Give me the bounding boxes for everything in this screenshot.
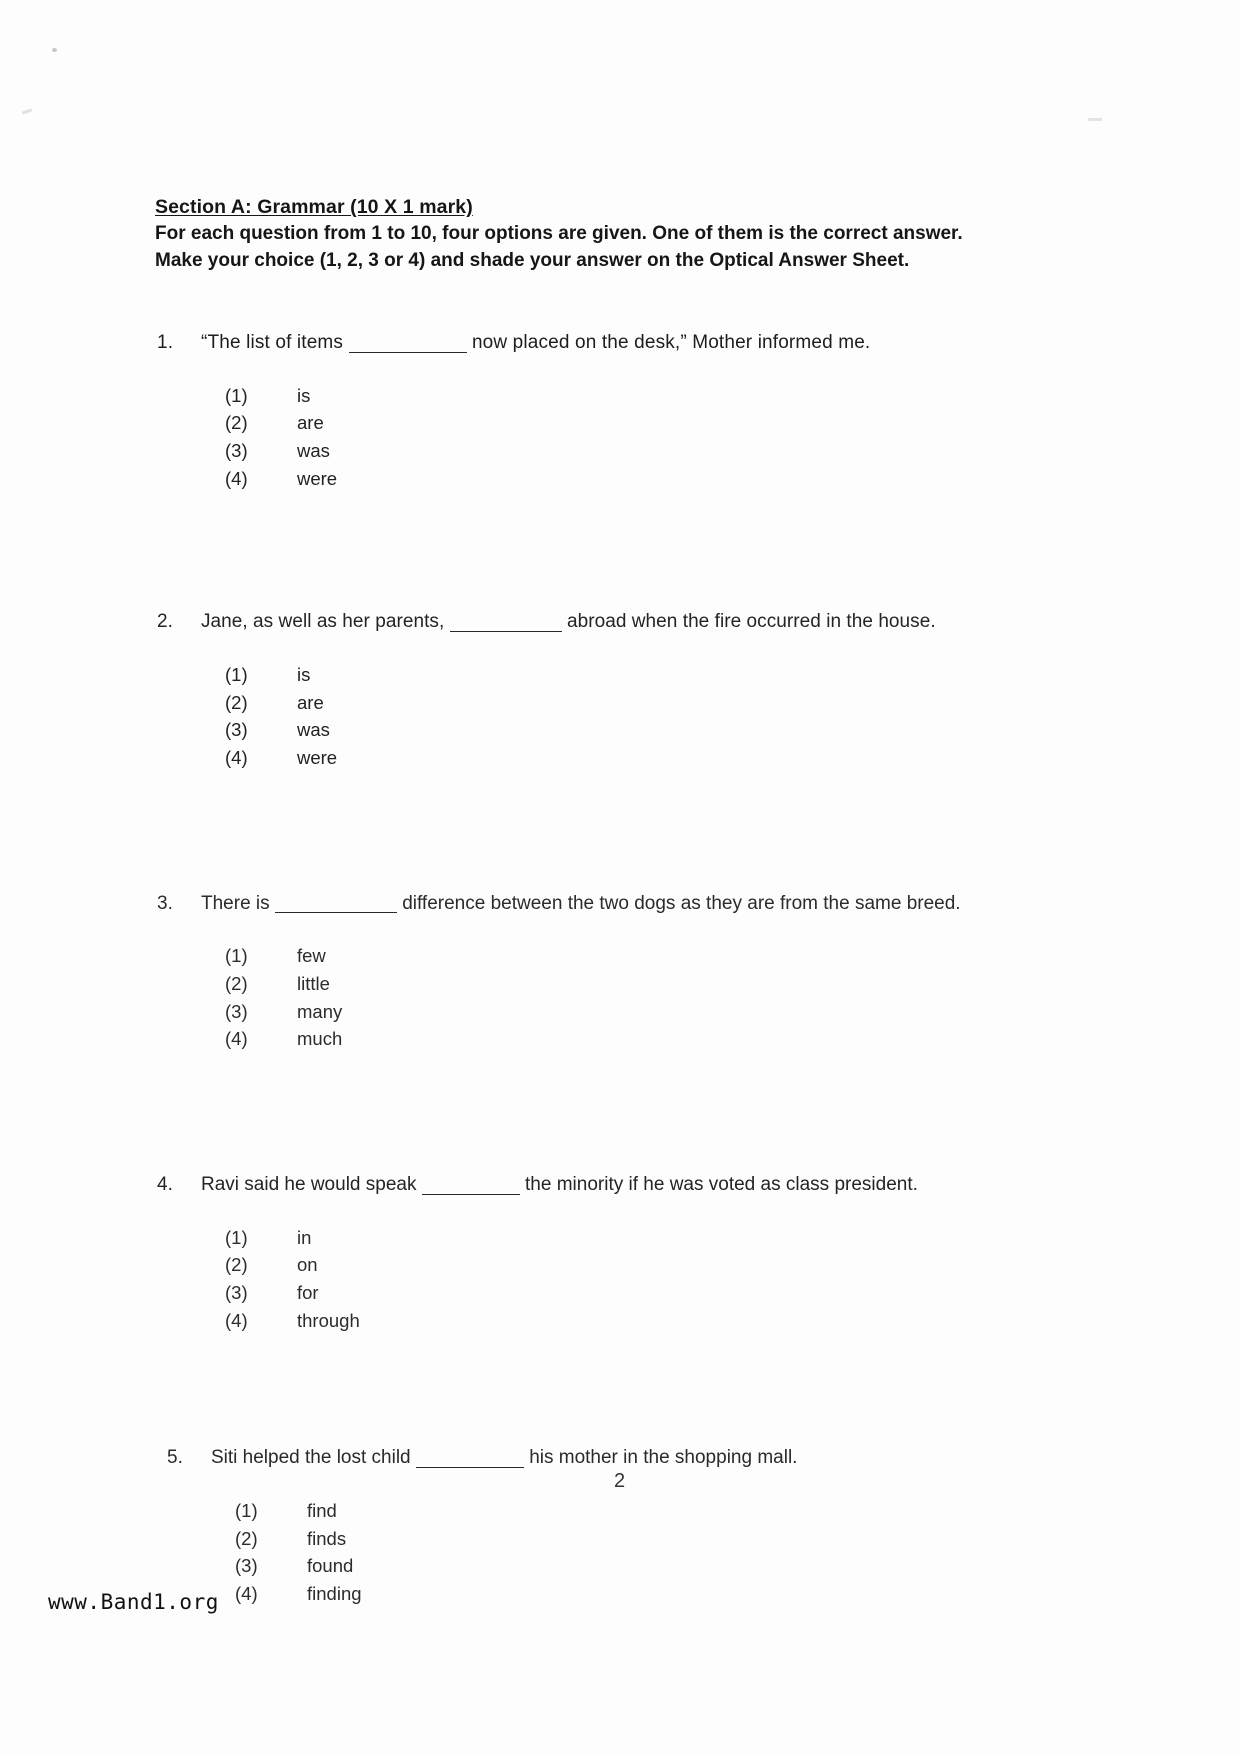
option-label: find (307, 1499, 337, 1521)
option-label: many (297, 1000, 343, 1022)
question-item (155, 608, 1095, 769)
option-label: was (297, 439, 330, 461)
option-number: (2) (225, 691, 248, 713)
option-row[interactable] (225, 691, 1095, 715)
instructions-line-2: Make your choice (1, 2, 3 or 4) and shade your answer on the Optical Answer Sheet. (155, 249, 910, 271)
option-list (225, 663, 1095, 770)
option-number: (1) (225, 1226, 248, 1248)
option-number: (3) (225, 719, 248, 741)
answer-blank (349, 326, 467, 353)
question-text-after-blank: difference between the two dogs as they are from the same breed. (402, 892, 961, 914)
question-number: 5. (167, 1447, 183, 1469)
option-label: were (297, 746, 338, 768)
page-number: 2 (613, 1470, 626, 1492)
section-heading-text: Section A: Grammar (10 X 1 mark) (155, 196, 473, 218)
question-text-before-blank: “The list of items (201, 331, 344, 353)
question-text-after-blank: the minority if he was voted as class president. (525, 1173, 918, 1195)
question-number: 4. (157, 1173, 173, 1195)
option-label: is (297, 663, 311, 685)
question-number: 2. (157, 611, 173, 633)
option-number: (1) (225, 945, 248, 967)
option-row[interactable] (225, 1027, 1095, 1051)
option-row[interactable] (225, 1309, 1095, 1333)
option-number: (1) (235, 1499, 258, 1521)
option-row[interactable] (225, 467, 1095, 491)
question-stem (155, 1171, 1095, 1198)
answer-blank (275, 887, 397, 914)
question-item (155, 329, 1095, 490)
option-label: found (307, 1555, 354, 1577)
option-number: (3) (225, 1000, 248, 1022)
question-item (165, 1444, 1095, 1605)
option-number: (3) (225, 439, 248, 461)
option-label: were (297, 467, 338, 489)
question-item (155, 890, 1095, 1051)
option-row[interactable] (225, 1000, 1095, 1024)
option-row[interactable] (225, 411, 1095, 435)
option-list (225, 384, 1095, 491)
section-heading (155, 196, 1095, 219)
option-number: (4) (235, 1582, 258, 1604)
answer-blank (422, 1168, 520, 1195)
option-row[interactable] (225, 746, 1095, 770)
option-row[interactable] (225, 663, 1095, 687)
scan-speck (22, 109, 32, 115)
option-number: (1) (225, 663, 248, 685)
question-text (201, 608, 1095, 635)
question-stem (155, 329, 1095, 356)
option-row[interactable] (235, 1527, 1095, 1551)
question-text-before-blank: There is (201, 892, 270, 914)
option-label: was (297, 719, 330, 741)
option-row[interactable] (225, 718, 1095, 742)
option-number: (2) (235, 1527, 258, 1549)
option-row[interactable] (235, 1499, 1095, 1523)
option-number: (3) (225, 1281, 248, 1303)
question-text-before-blank: Siti helped the lost child (211, 1447, 411, 1469)
question-text-before-blank: Jane, as well as her parents, (201, 611, 445, 633)
question-text (201, 890, 1095, 917)
question-text-after-blank: now placed on the desk,” Mother informed me. (471, 331, 871, 353)
option-label: few (297, 945, 326, 967)
question-text (201, 1171, 1095, 1198)
option-label: little (297, 972, 330, 994)
scan-speck (52, 48, 57, 52)
option-row[interactable] (225, 972, 1095, 996)
option-label: finds (307, 1527, 347, 1549)
page-content (155, 196, 1095, 1622)
option-label: are (297, 691, 324, 713)
question-number: 3. (157, 892, 173, 914)
option-label: are (297, 412, 324, 434)
option-label: on (297, 1254, 318, 1276)
option-number: (4) (225, 1028, 248, 1050)
answer-blank (416, 1441, 524, 1468)
question-stem (155, 608, 1095, 635)
question-item (155, 1171, 1095, 1332)
option-row[interactable] (225, 384, 1095, 408)
option-row[interactable] (225, 944, 1095, 968)
option-number: (1) (225, 384, 248, 406)
option-number: (4) (225, 1309, 248, 1331)
footer-watermark: www.Band1.org (48, 1590, 219, 1614)
option-label: much (297, 1028, 343, 1050)
question-text-after-blank: his mother in the shopping mall. (529, 1447, 798, 1469)
option-label: through (297, 1309, 360, 1331)
option-row[interactable] (225, 1226, 1095, 1250)
option-row[interactable] (235, 1554, 1095, 1578)
question-stem (165, 1444, 1095, 1471)
question-number: 1. (157, 331, 174, 353)
instructions-line-1: For each question from 1 to 10, four options are given. One of them is the correct answer. (155, 223, 963, 244)
question-text (201, 329, 1095, 356)
option-row[interactable] (225, 1253, 1095, 1277)
option-number: (2) (225, 972, 248, 994)
option-label: in (297, 1226, 312, 1248)
option-number: (2) (225, 412, 248, 434)
question-text-before-blank: Ravi said he would speak (201, 1173, 417, 1195)
question-text-after-blank: abroad when the fire occurred in the house. (567, 611, 936, 633)
option-number: (4) (225, 467, 248, 489)
option-row[interactable] (235, 1582, 1095, 1606)
option-list (225, 944, 1095, 1051)
question-stem (155, 890, 1095, 917)
option-number: (2) (225, 1254, 248, 1276)
option-number: (3) (235, 1555, 258, 1577)
option-number: (4) (225, 746, 248, 768)
option-label: is (297, 384, 311, 406)
option-label: finding (307, 1582, 362, 1604)
option-label: for (297, 1281, 319, 1303)
option-list (235, 1499, 1095, 1606)
answer-blank (450, 605, 562, 632)
option-list (225, 1226, 1095, 1333)
scan-speck (1088, 118, 1102, 121)
option-row[interactable] (225, 1281, 1095, 1305)
option-row[interactable] (225, 439, 1095, 463)
question-list (155, 329, 1095, 1606)
question-text (211, 1444, 1095, 1471)
instructions (155, 221, 1085, 275)
